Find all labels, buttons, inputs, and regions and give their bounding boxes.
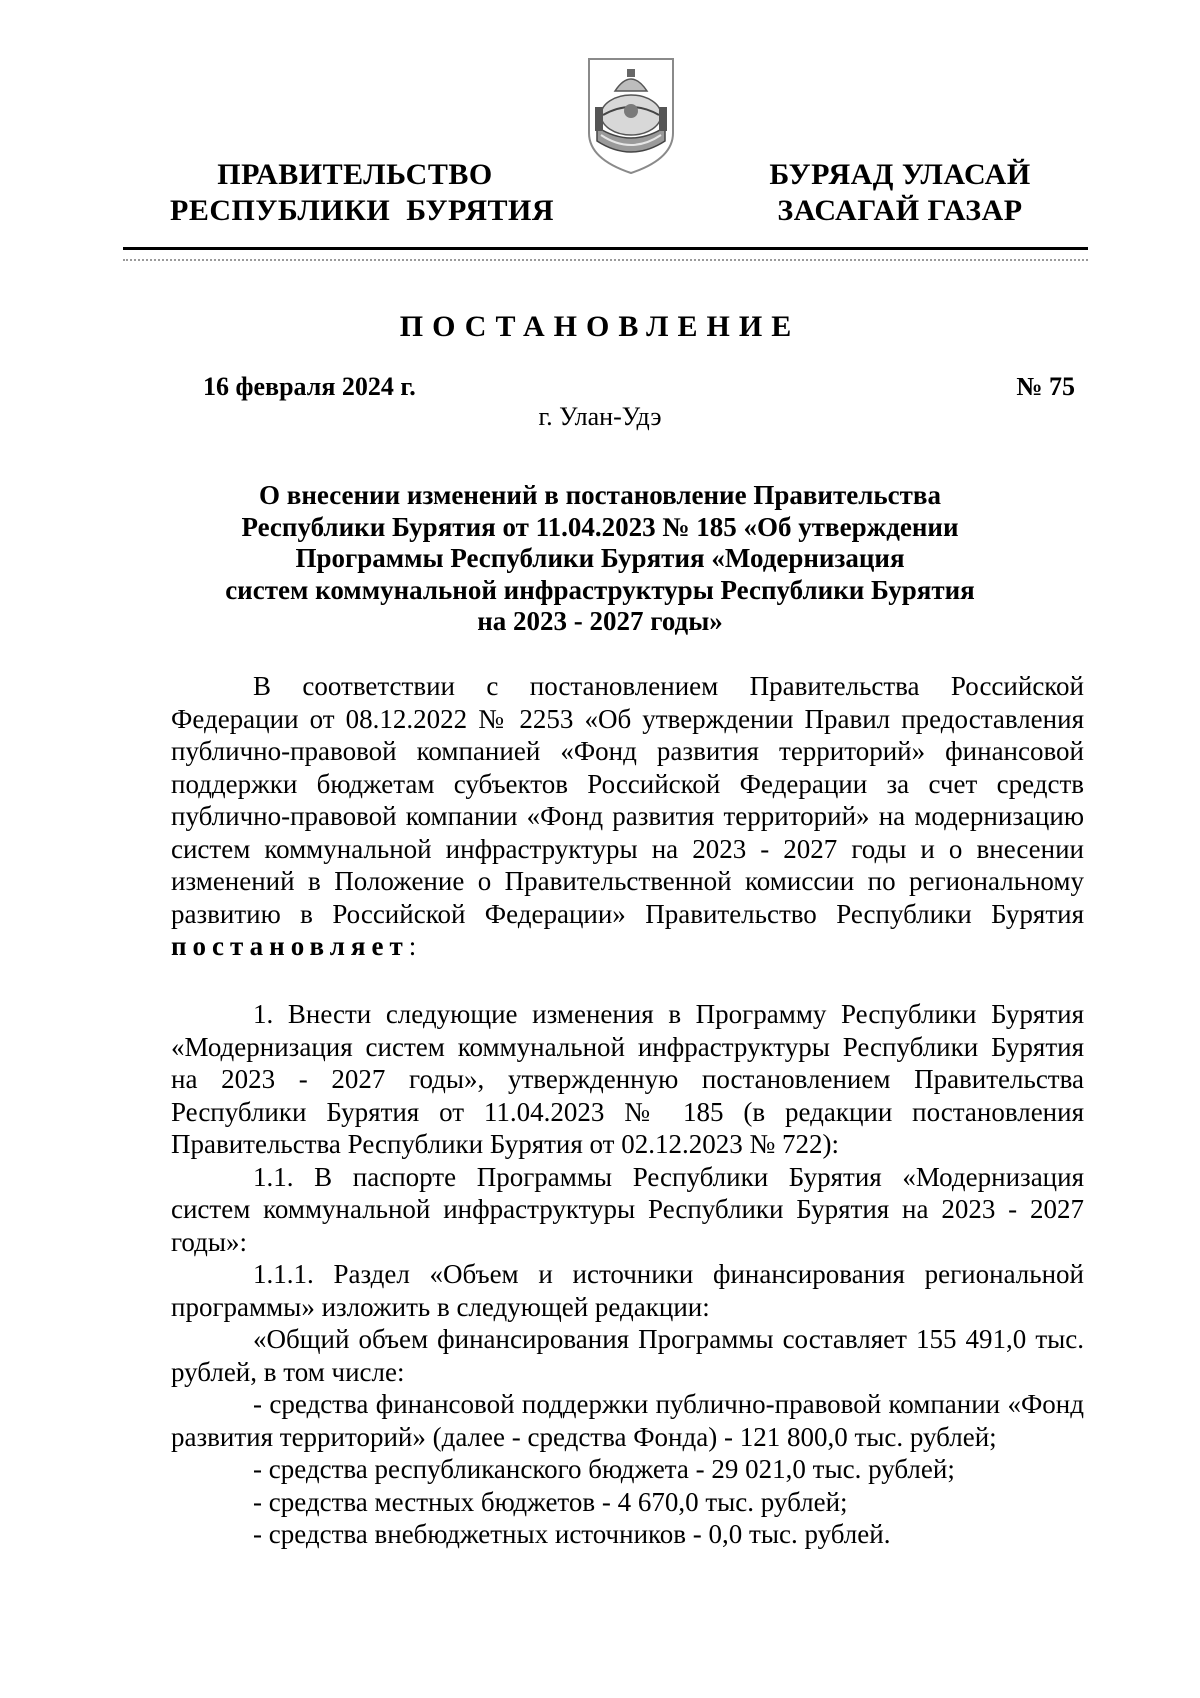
list-item: 1.1. В паспорте Программы Республики Бурятия «Модернизация систем коммунальной инфраструктуры Республики Бурятия на 2023 - 2027 годы»: bbox=[171, 1161, 1084, 1257]
list-item: - средства местных бюджетов - 4 670,0 тыс. рублей; bbox=[253, 1486, 848, 1517]
list-item: - средства финансовой поддержки публично-правовой компании «Фонд развития территорий» (далее - средства Фонда) - 121 800,0 тыс. рублей; bbox=[171, 1389, 1084, 1452]
document-number: № 75 bbox=[1016, 372, 1075, 401]
document-city: г. Улан-Удэ bbox=[538, 402, 662, 431]
document-title bbox=[140, 480, 1060, 638]
header-right-line2: ЗАСАГАЙ ГАЗАР bbox=[777, 194, 1023, 227]
document-date: 16 февраля 2024 г. bbox=[203, 372, 416, 401]
header-left-line1: ПРАВИТЕЛЬСТВО bbox=[217, 158, 493, 191]
preamble-text: В соответствии с постановлением Правительства Российской Федерации от 08.12.2022 № 2253 «Об утверждении Правил предоставления публично-правовой компанией «Фонд развития территорий» финансовой поддержки бюджетам субъектов Российской Федерации за счет средств публично-правовой компании «Фонд развития территорий» на модернизацию систем коммунальной инфраструктуры на 2023 - 2027 годы и о внесении изменений в Положение о Правительственной комиссии по региональному развитию в Российской Федерации» Правительство Республики Бурятия bbox=[171, 671, 1084, 929]
list-item: - средства внебюджетных источников - 0,0 тыс. рублей. bbox=[253, 1519, 891, 1549]
decree-items bbox=[171, 998, 1084, 1551]
title-line: О внесении изменений в постановление Правительства bbox=[259, 480, 941, 510]
list-item: 1.1.1. Раздел «Объем и источники финансирования региональной программы» изложить в следующей редакции: bbox=[171, 1259, 1084, 1322]
document-type: ПОСТАНОВЛЕНИЕ bbox=[399, 310, 801, 343]
list-item: - средства республиканского бюджета - 29 021,0 тыс. рублей; bbox=[253, 1454, 955, 1484]
preamble bbox=[171, 670, 1084, 963]
title-line: на 2023 - 2027 годы» bbox=[477, 606, 723, 636]
title-line: Республики Бурятия от 11.04.2023 № 185 «Об утверждении bbox=[241, 511, 959, 542]
decree-colon: : bbox=[408, 931, 417, 961]
decree-word: постановляет bbox=[171, 931, 409, 961]
header-right-line1: БУРЯАД УЛАСАЙ bbox=[769, 158, 1031, 191]
government-name-russian bbox=[170, 157, 555, 229]
header-rule-thin bbox=[123, 259, 1088, 261]
coat-of-arms-icon bbox=[585, 55, 677, 177]
title-line: Программы Республики Бурятия «Модернизация bbox=[295, 543, 905, 573]
government-name-buryat bbox=[745, 157, 1055, 229]
header-left-line2: РЕСПУБЛИКИ БУРЯТИЯ bbox=[170, 194, 555, 227]
title-line: систем коммунальной инфраструктуры Республики Бурятия bbox=[225, 574, 975, 605]
list-item: 1. Внести следующие изменения в Программу Республики Бурятия «Модернизация систем коммунальной инфраструктуры Республики Бурятия на 2023 - 2027 годы», утвержденную постановлением Правительства Республики Бурятия от 11.04.2023 № 185 (в редакции постановления Правительства Республики Бурятия от 02.12.2023 № 722): bbox=[171, 999, 1084, 1159]
header-rule-thick bbox=[123, 247, 1088, 250]
preamble-paragraph bbox=[171, 670, 1084, 963]
list-item: «Общий объем финансирования Программы составляет 155 491,0 тыс. рублей, в том числе: bbox=[171, 1324, 1084, 1387]
